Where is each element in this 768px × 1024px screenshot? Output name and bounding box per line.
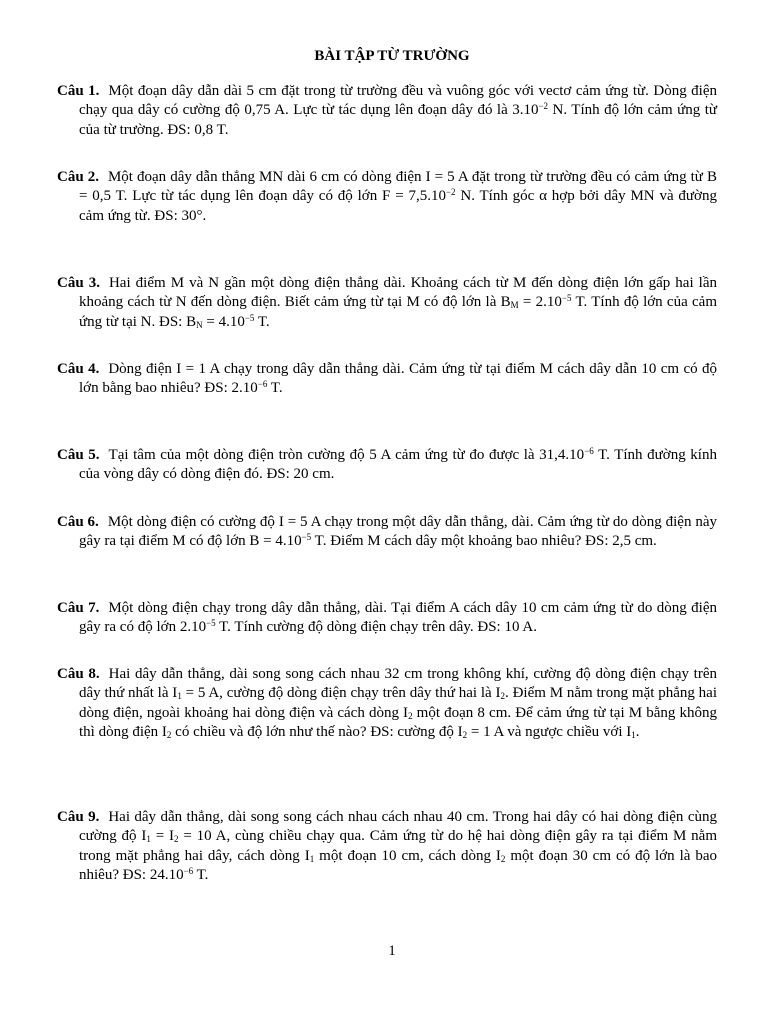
page-title: BÀI TẬP TỪ TRƯỜNG [314, 48, 470, 64]
question-text: T. [193, 867, 209, 884]
question-label: Câu 7. [57, 600, 100, 616]
question-label: Câu 4. [57, 361, 100, 377]
question-text: Dòng điện I = 1 A chạy trong dây dẫn thẳng dài. Cảm ứng từ tại điểm M cách dây dẫn 10 cm có độ lớn bằng bao nhiêu? ĐS: 2.10 [79, 361, 717, 397]
question-text: Hai dây dẫn thẳng, dài song song cách nhau 32 cm trong không khí, cường độ dòng điện chạy trên dây thứ nhất là I [79, 666, 717, 702]
question-text: = 2.10 [518, 294, 562, 311]
question-text: = I [150, 828, 174, 845]
subscript: 2 [500, 853, 506, 864]
subscript: N [196, 319, 203, 330]
question-label: Câu 2. [57, 169, 99, 185]
question-text: Một dòng điện có cường độ I = 5 A chạy trong một dây dẫn thẳng, dài. Cảm ứng từ do dòng điện này gây ra tại điểm M có độ lớn B = 4.10 [79, 514, 717, 550]
subscript: 2 [462, 730, 468, 741]
question-text: có chiều và độ lớn như thế nào? ĐS: cường độ I [171, 724, 463, 741]
exponent: −5 [561, 293, 572, 304]
subscript: 2 [166, 730, 172, 741]
exponent: −6 [584, 446, 594, 456]
question-text: một đoạn 8 cm. Để cảm ứng từ tại M bằng không thì dòng điện I [79, 704, 717, 741]
subscript: 1 [146, 834, 151, 845]
question-text: N. Tính góc α hợp bởi dây MN và đường cảm ứng từ. ĐS: 30°. [79, 188, 717, 224]
question-text: . [635, 724, 640, 741]
question-text: Hai điểm M và N gần một dòng điện thẳng dài. Khoảng cách từ M đến dòng điện lớn gấp hai lần khoảng cách từ N đến dòng điện. Biết cảm ứng từ tại M có độ lớn là B [79, 275, 717, 311]
question-7 [57, 599, 717, 638]
question-text: Hai dây dẫn thẳng, dài song song cách nhau cách nhau 40 cm. Trong hai dây có hai dòng điện cùng cường độ I [79, 809, 717, 845]
question-4 [57, 360, 717, 399]
exponent: −6 [183, 866, 194, 877]
question-text: = 5 A, cường độ dòng điện chạy trên dây thứ hai là I [181, 685, 501, 702]
question-text: = 10 A, cùng chiều chạy qua. Cảm ứng từ do hệ hai dòng điện gây ra tại điểm M nằm trong mặt phẳng hai dây, cách dòng I [79, 828, 717, 864]
subscript: M [510, 300, 519, 311]
question-text: T. [254, 313, 270, 330]
question-label: Câu 6. [57, 514, 99, 530]
question-text: = 1 A và ngược chiều với I [467, 724, 632, 741]
question-text: N. Tính độ lớn cảm ứng từ của từ trường. ĐS: 0,8 T. [79, 102, 717, 138]
exponent: −5 [244, 312, 255, 323]
question-text: T. Tính đường kính của vòng dây có dòng điện đó. ĐS: 20 cm. [79, 447, 717, 483]
subscript: 1 [309, 853, 315, 864]
question-label: Câu 3. [57, 275, 100, 291]
exponent: −2 [445, 187, 456, 198]
question-text: T. Điểm M cách dây một khoảng bao nhiêu? ĐS: 2,5 cm. [311, 533, 657, 550]
question-label: Câu 1. [57, 83, 100, 99]
subscript: 1 [631, 730, 636, 741]
subscript: 1 [177, 691, 182, 702]
question-text: Tại tâm của một dòng điện tròn cường độ 5 A cảm ứng từ đo được là 31,4.10 [108, 447, 585, 463]
question-3 [57, 274, 717, 332]
question-label: Câu 5. [57, 447, 100, 463]
question-text: một đoạn 30 cm có độ lớn là bao nhiêu? ĐS: 24.10 [79, 847, 717, 884]
question-text: = 4.10 [202, 313, 245, 330]
exponent: −5 [206, 618, 216, 629]
exponent: −5 [301, 532, 312, 543]
exponent: −2 [538, 101, 549, 112]
question-2 [57, 168, 717, 226]
question-text: . Điểm M nằm trong mặt phẳng hai dòng điện, ngoài khoảng hai dòng điện và cách dòng I [79, 685, 717, 721]
question-9 [57, 808, 717, 886]
question-text: T. Tính cường độ dòng điện chạy trên dây. ĐS: 10 A. [215, 619, 537, 636]
question-text: Một đoạn dây dẫn thẳng MN dài 6 cm có dòng điện I = 5 A đặt trong từ trường đều có cảm ứng từ B = 0,5 T. Lực từ tác dụng lên đoạn dây có độ lớn F = 7,5.10 [79, 169, 717, 205]
question-5 [57, 446, 717, 485]
subscript: 2 [500, 691, 506, 702]
question-8 [57, 665, 717, 743]
subscript: 2 [174, 834, 179, 845]
question-label: Câu 9. [57, 809, 100, 825]
question-1 [57, 82, 717, 140]
question-text: T. [267, 380, 283, 397]
question-text: Một dòng điện chạy trong dây dẫn thẳng, dài. Tại điểm A cách dây 10 cm cảm ứng từ do dòng điện gây ra có độ lớn 2.10 [79, 600, 717, 636]
question-6 [57, 513, 717, 552]
question-text: T. Tính độ lớn của cảm ứng từ tại N. ĐS: B [79, 294, 717, 330]
exponent: −6 [257, 379, 268, 390]
question-label: Câu 8. [57, 666, 100, 682]
page-number: 1 [388, 943, 396, 959]
subscript: 2 [408, 710, 413, 721]
question-text: một đoạn 10 cm, cách dòng I [314, 847, 501, 864]
question-text: Một đoạn dây dẫn dài 5 cm đặt trong từ trường đều và vuông góc với vectơ cảm ứng từ. Dòng điện chạy qua dây có cường độ 0,75 A. Lực từ tác dụng lên đoạn dây đó là 3.10 [79, 83, 717, 119]
